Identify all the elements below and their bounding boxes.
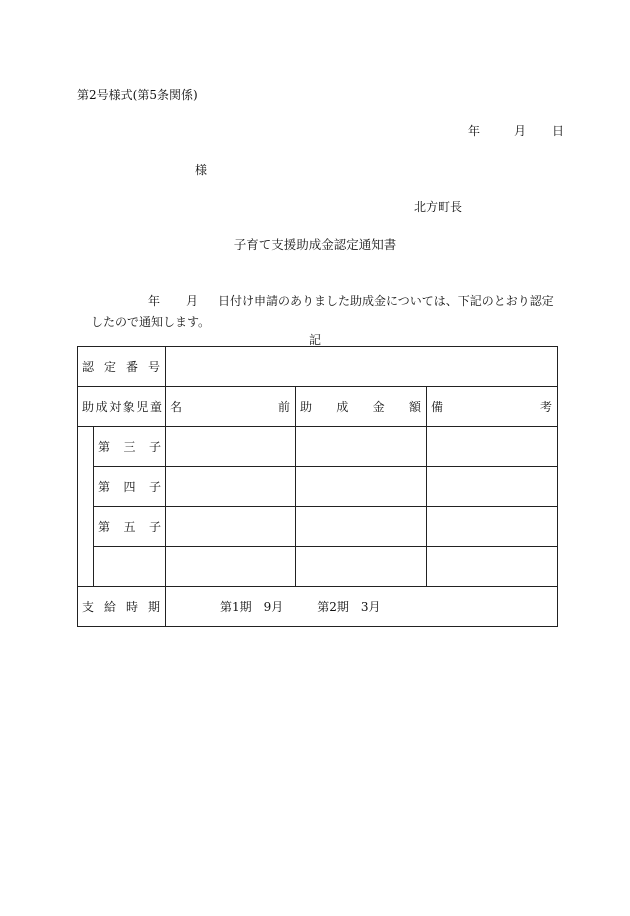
form-number: 第2号様式(第5条関係) <box>77 88 198 102</box>
remarks-header <box>427 387 558 427</box>
child-row-fifth <box>78 507 558 547</box>
child-label-third <box>94 427 166 467</box>
cert-number-label <box>78 347 166 387</box>
sender: 北方町長 <box>414 200 463 214</box>
child-remarks-cell[interactable] <box>427 467 558 507</box>
char: 四 <box>123 480 136 494</box>
ki-label: 記 <box>308 333 321 347</box>
char: 子 <box>148 440 161 454</box>
child-name-cell[interactable] <box>166 507 296 547</box>
char: 時 <box>125 600 138 614</box>
payment-period-1: 第1期 9月 <box>220 600 284 614</box>
amount-header <box>296 387 427 427</box>
char: 童 <box>149 400 162 414</box>
body-line-1 <box>148 292 554 309</box>
date-line <box>468 122 564 139</box>
child-amount-cell[interactable] <box>296 467 427 507</box>
char: 名 <box>170 400 183 414</box>
char: 認 <box>82 360 95 374</box>
char: 五 <box>123 520 136 534</box>
indent-cell <box>78 467 94 507</box>
recipient-suffix: 様 <box>195 163 208 177</box>
char: 三 <box>123 440 136 454</box>
char: 金 <box>372 400 385 414</box>
payment-row <box>78 587 558 627</box>
child-name-cell[interactable] <box>166 427 296 467</box>
cert-number-row <box>78 347 558 387</box>
indent-cell <box>78 507 94 547</box>
char: 象 <box>122 400 135 414</box>
char: 子 <box>148 480 161 494</box>
char: 号 <box>147 360 160 374</box>
char: 助 <box>82 400 95 414</box>
char: 番 <box>125 360 138 374</box>
payment-label <box>78 587 166 627</box>
body-line-2: したので通知します。 <box>91 315 211 329</box>
target-children-label <box>78 387 166 427</box>
name-header <box>166 387 296 427</box>
child-amount-cell[interactable] <box>296 547 427 587</box>
char: 子 <box>148 520 161 534</box>
char: 前 <box>277 400 290 414</box>
char: 備 <box>431 400 444 414</box>
char: 助 <box>300 400 313 414</box>
indent-cell <box>78 547 94 587</box>
char: 給 <box>103 600 116 614</box>
child-amount-cell[interactable] <box>296 427 427 467</box>
certification-table <box>77 346 558 627</box>
child-remarks-cell[interactable] <box>427 507 558 547</box>
char: 第 <box>98 480 111 494</box>
indent-cell <box>78 427 94 467</box>
document-title: 子育て支援助成金認定通知書 <box>233 237 397 252</box>
child-remarks-cell[interactable] <box>427 427 558 467</box>
char: 対 <box>109 400 122 414</box>
body-year: 年 <box>148 294 161 308</box>
char: 第 <box>98 520 111 534</box>
child-row-fourth <box>78 467 558 507</box>
char: 児 <box>136 400 149 414</box>
child-name-cell[interactable] <box>166 467 296 507</box>
char: 額 <box>408 400 421 414</box>
child-row-third <box>78 427 558 467</box>
char: 定 <box>103 360 116 374</box>
child-amount-cell[interactable] <box>296 507 427 547</box>
body-text-1: 日付け申請のありました助成金については、下記のとおり認定 <box>218 294 554 308</box>
date-day: 日 <box>552 124 565 138</box>
char: 第 <box>98 440 111 454</box>
payment-period-2: 第2期 3月 <box>317 600 381 614</box>
cert-number-value[interactable] <box>166 347 558 387</box>
child-remarks-cell[interactable] <box>427 547 558 587</box>
child-label-blank <box>94 547 166 587</box>
char: 成 <box>95 400 108 414</box>
body-month: 月 <box>186 294 199 308</box>
char: 支 <box>82 600 95 614</box>
payment-value <box>166 587 558 627</box>
child-label-fifth <box>94 507 166 547</box>
char: 考 <box>540 400 553 414</box>
child-label-fourth <box>94 467 166 507</box>
date-month: 月 <box>514 124 527 138</box>
child-name-cell[interactable] <box>166 547 296 587</box>
date-year: 年 <box>468 124 481 138</box>
char: 成 <box>336 400 349 414</box>
child-row-blank <box>78 547 558 587</box>
char: 期 <box>147 600 160 614</box>
header-row <box>78 387 558 427</box>
